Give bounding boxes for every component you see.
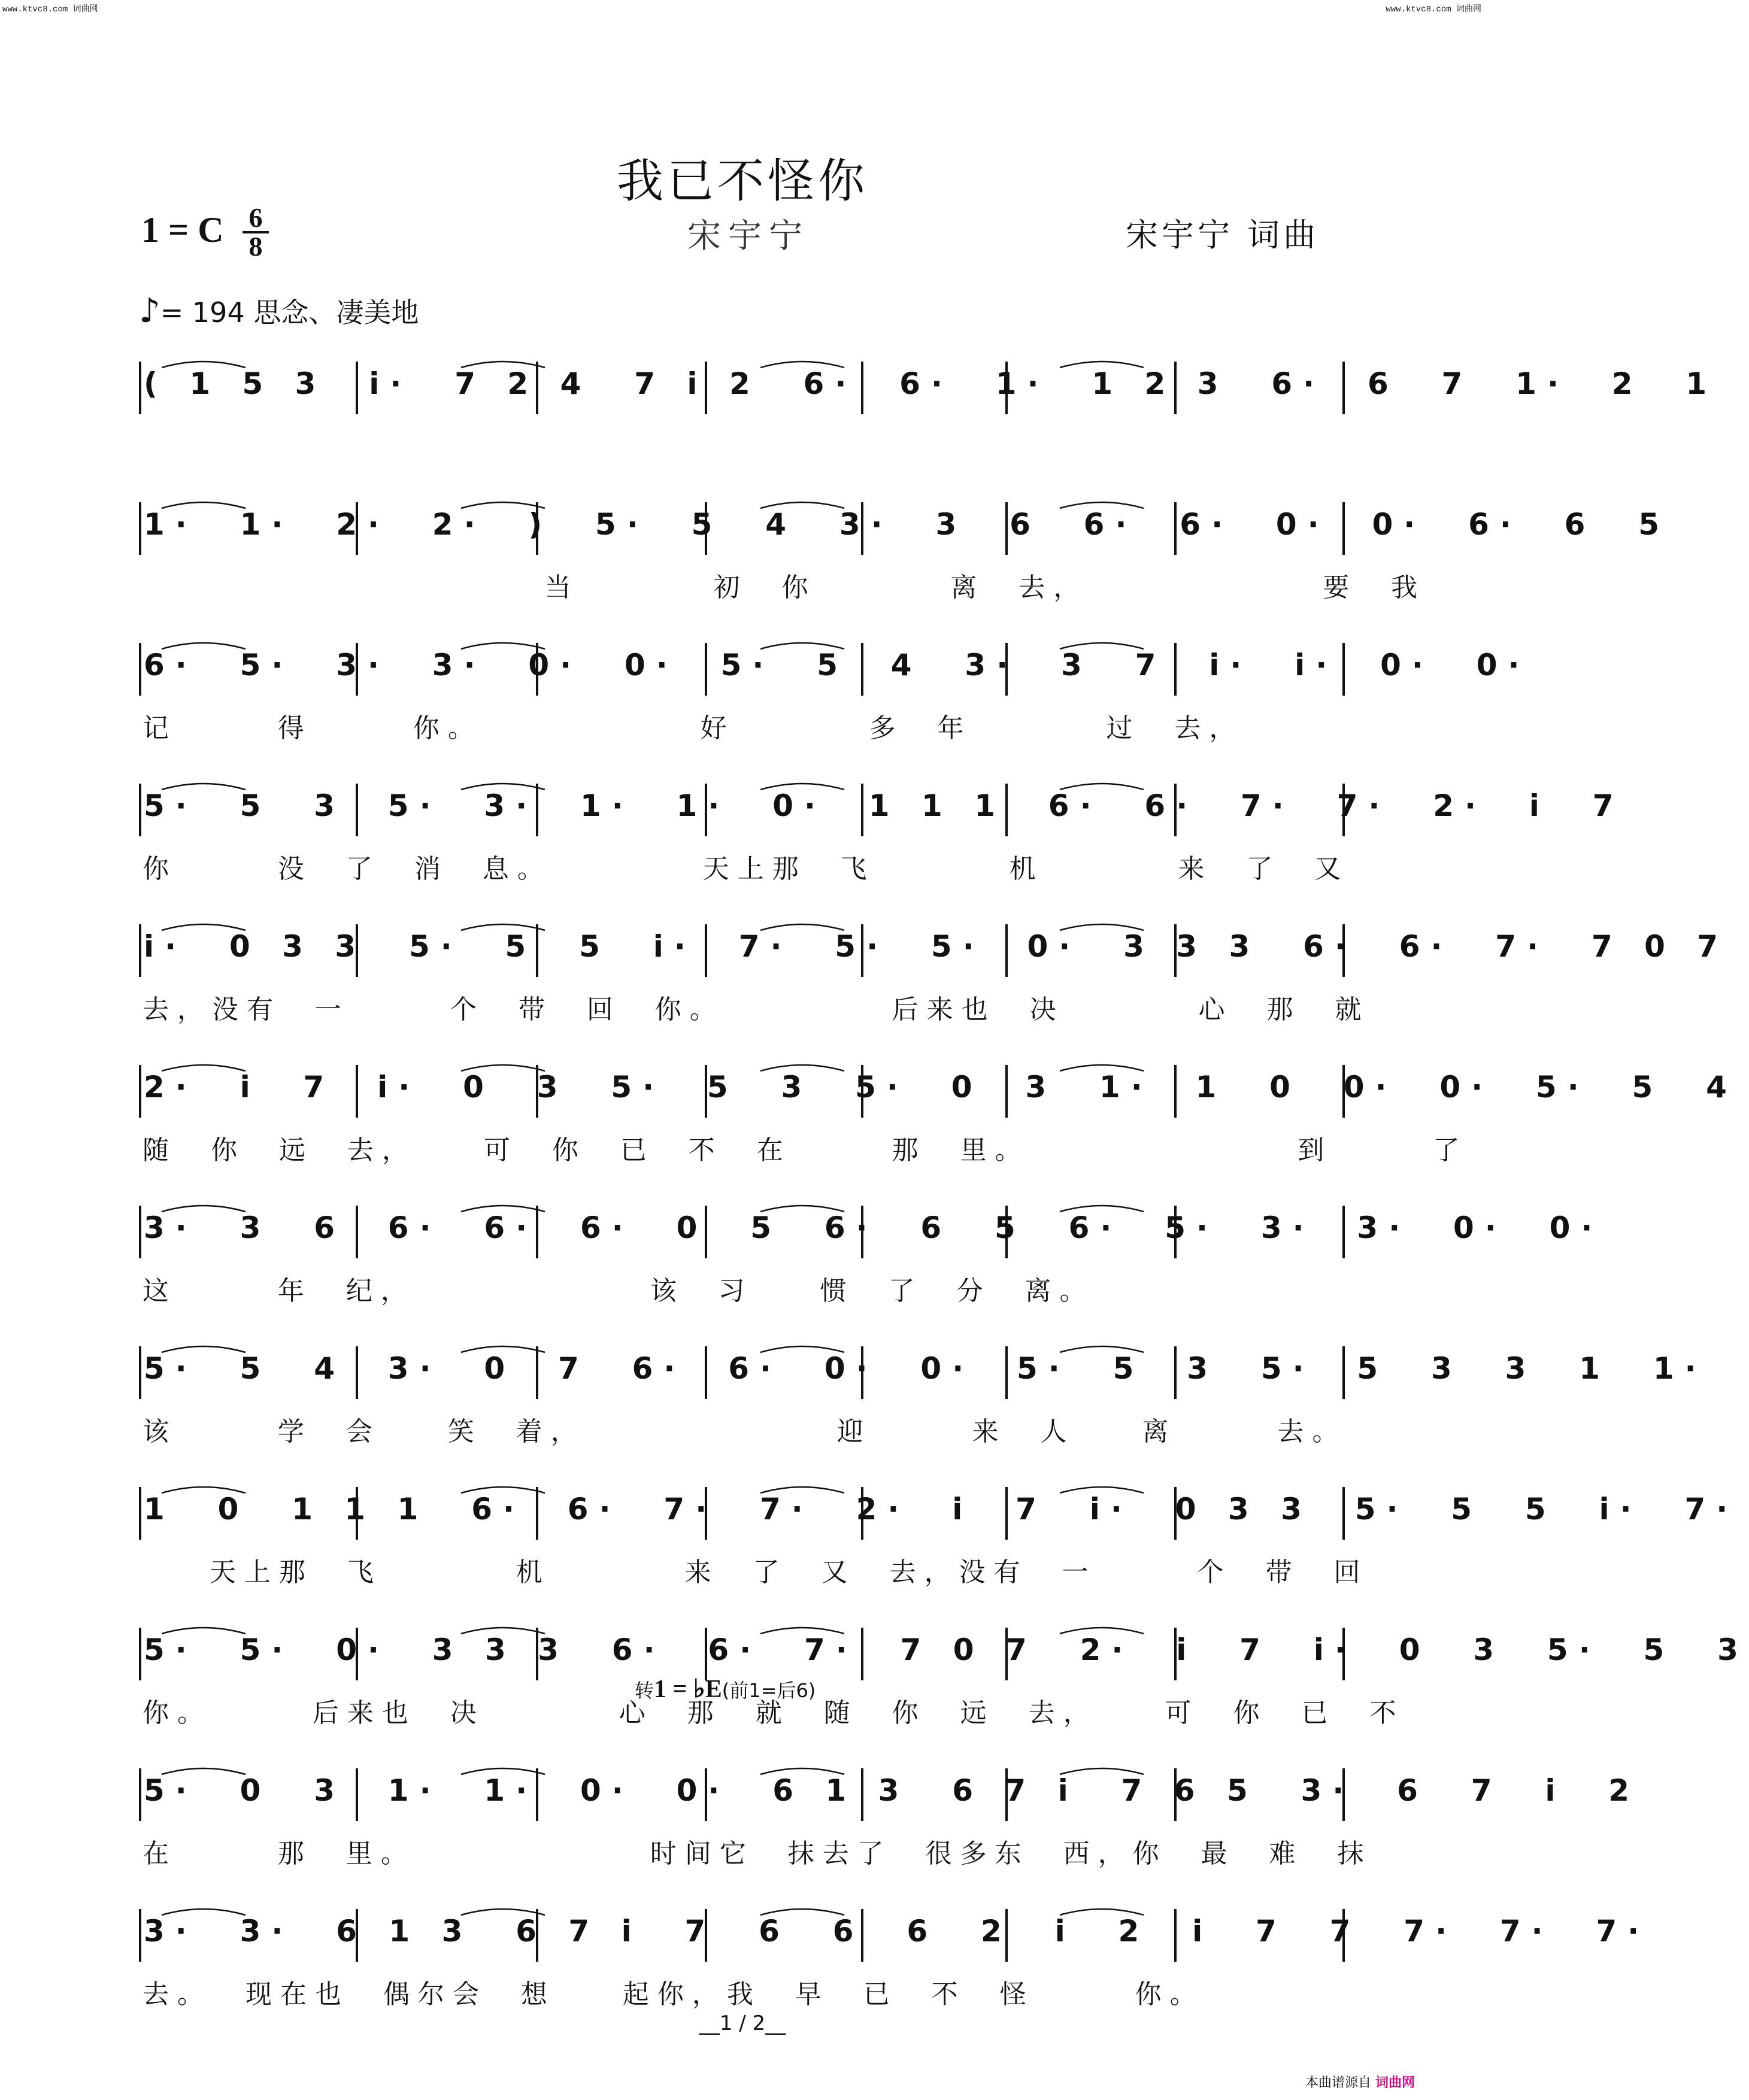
staff-row — [138, 922, 1729, 988]
tie-arc — [760, 362, 844, 368]
tie-arc — [760, 1628, 844, 1634]
modulation-mark — [635, 1674, 816, 1704]
time-numerator: 6 — [248, 202, 263, 233]
key-signature: 1 = C — [141, 210, 224, 250]
singer-name: 宋宇宁 — [687, 217, 810, 256]
tie-arc — [162, 1065, 245, 1071]
staff-row — [138, 359, 1718, 425]
tie-arc — [461, 784, 545, 790]
eighth-note-icon: ♪ — [139, 292, 160, 330]
tempo-marking — [139, 291, 419, 330]
tie-arc — [1060, 643, 1144, 649]
bar-lines — [138, 359, 1347, 395]
tie-arc — [162, 1768, 245, 1774]
watermark-right: www.ktvc8.com 词曲网 — [1386, 5, 1481, 14]
tie-arc — [461, 1487, 545, 1493]
tie-arc — [461, 1346, 545, 1352]
tie-arc — [760, 784, 844, 790]
staff-row — [138, 1063, 1738, 1128]
tie-arc — [461, 924, 545, 930]
modulation-note: (前1=后6) — [722, 1679, 816, 1702]
page-number: __1 / 2__ — [699, 2011, 786, 2035]
tie-arc — [760, 502, 844, 508]
staff-row — [138, 1485, 1739, 1550]
tie-arc — [162, 502, 245, 508]
tie-arc — [461, 1628, 545, 1634]
staff-row — [138, 1907, 1650, 1972]
bar-lines — [138, 1063, 1347, 1098]
tie-arc — [162, 1628, 245, 1634]
note-line: 2· i 7 i· 0 3 5· 5 3 5· 0 3 1· 1 0 0· 0· 5· 5 4 — [144, 1070, 1738, 1104]
bar-lines — [138, 1625, 1347, 1661]
site-logo: 词曲网 — [1375, 2075, 1415, 2090]
bar-lines — [138, 500, 1347, 536]
bar-lines — [138, 641, 1347, 676]
tie-arc — [1060, 1909, 1144, 1915]
note-line: 5· 5 3 5· 3· 1· 1· 0· 1 1 1 6· 6· 7· 7· 2· i 7 — [144, 788, 1624, 823]
lyric-line: 随 你 远 去， 可 你 已 不 在 那 里。 到 了 — [143, 1135, 1468, 1166]
tie-arc — [162, 1487, 245, 1493]
tie-arc — [760, 1487, 844, 1493]
tie-arc — [461, 362, 545, 368]
tie-arc — [162, 1909, 245, 1915]
tie-arc — [1060, 1487, 1144, 1493]
lyric-line: 天上那 飞 机 来 了 又 去，没有 一 个 带 回 — [143, 1557, 1369, 1588]
note-line: 5· 0 3 1· 1· 0· 0· 6 1 3 6 7 i 7 6 5 3· 6 7 i 2 — [144, 1773, 1641, 1808]
watermark-left: www.ktvc8.com 词曲网 — [2, 5, 98, 14]
staff-row — [138, 781, 1624, 847]
note-line: i· 0 3 3 5· 5 5 i· 7· 5· 5· 0· 3 3 3 6· 6· 7· 7 0 7 — [144, 929, 1729, 964]
tie-arc — [760, 924, 844, 930]
bar-lines — [138, 781, 1347, 817]
tie-arc — [1060, 1065, 1144, 1071]
tie-arc — [162, 1346, 245, 1352]
source-footer — [1305, 2072, 1415, 2091]
staff-row — [138, 1344, 1707, 1410]
modulation-prefix: 转 — [635, 1679, 654, 1702]
tempo-text: = 194 思念、凄美地 — [160, 296, 419, 329]
staff-row — [138, 1766, 1641, 1832]
tie-arc — [162, 1206, 245, 1212]
bar-lines — [138, 922, 1347, 958]
tie-arc — [461, 1768, 545, 1774]
lyric-line: 你 没 了 消 息。 天上那 飞 机 来 了 又 — [143, 854, 1350, 884]
tie-arc — [1060, 1628, 1144, 1634]
tie-arc — [760, 643, 844, 649]
bar-lines — [138, 1203, 1347, 1239]
tie-arc — [1060, 784, 1144, 790]
tie-arc — [1060, 1206, 1144, 1212]
tie-arc — [760, 1065, 844, 1071]
tie-arc — [1060, 502, 1144, 508]
bar-lines — [138, 1907, 1347, 1943]
staff-row — [138, 1203, 1603, 1269]
tie-arc — [760, 1909, 844, 1915]
note-line: 1 0 1 1 1 6· 6· 7· 7· 2· i 7 i· 0 3 3 5· 5 5 i· 7· — [144, 1492, 1739, 1527]
note-line: 5· 5· 0· 3 3 3 6· 6· 7· 7 0 7 2· i 7 i· 0 3 5· 5 3 — [144, 1632, 1749, 1667]
time-signature — [243, 202, 269, 262]
time-denominator: 8 — [248, 231, 263, 262]
tie-arc — [461, 502, 545, 508]
footer-label: 本曲谱源自 — [1305, 2075, 1372, 2090]
tie-arc — [760, 1768, 844, 1774]
bar-lines — [138, 1344, 1347, 1380]
bar-lines — [138, 1485, 1347, 1521]
bar-lines — [138, 1766, 1347, 1802]
tie-arc — [461, 1065, 545, 1071]
lyric-line: 去。 现在也 偶尔会 想 起你，我 早 已 不 怪 你。 — [143, 1979, 1205, 2010]
tie-arc — [162, 784, 245, 790]
tie-arc — [1060, 1346, 1144, 1352]
tie-arc — [760, 1206, 844, 1212]
tie-arc — [1060, 362, 1144, 368]
tie-arc — [461, 1909, 545, 1915]
note-line: 1· 1· 2· 2· ) 5· 5 4 3· 3 6 6· 6· 0· 0· 6· 6 5 — [144, 507, 1671, 542]
lyric-line: 去，没有 一 个 带 回 你。 后来也 决 心 那 就 — [143, 994, 1370, 1025]
tie-arc — [1060, 1768, 1144, 1774]
note-line: 3· 3 6 6· 6· 6· 0 5 6· 6 5 6· 5· 3· 3· 0· 0· — [144, 1210, 1603, 1245]
tie-arc — [461, 1206, 545, 1212]
song-title: 我已不怪你 — [616, 154, 868, 208]
lyric-line: 当 初 你 离 去， 要 我 — [143, 572, 1426, 603]
lyric-line: 这 年 纪， 该 习 惯 了 分 离。 — [143, 1276, 1095, 1306]
tie-arc — [162, 643, 245, 649]
author-credit: 宋宇宁 词曲 — [1126, 216, 1320, 254]
page-number-text: 1 / 2 — [719, 2011, 766, 2035]
tie-arc — [760, 1346, 844, 1352]
modulation-key: 1 = ♭E — [654, 1676, 722, 1703]
note-line: 5· 5 4 3· 0 7 6· 6· 0· 0· 5· 5 3 5· 5 3 3 1 1· — [144, 1351, 1707, 1386]
lyric-line: 该 学 会 笑 着， 迎 来 人 离 去。 — [143, 1416, 1347, 1447]
lyric-line: 记 得 你。 好 多 年 过 去， — [143, 713, 1244, 744]
tie-arc — [162, 924, 245, 930]
staff-row — [138, 500, 1671, 566]
tie-arc — [162, 362, 245, 368]
staff-row — [138, 641, 1530, 706]
note-line: 3· 3· 6 1 3 6 7 i 7 6 6 6 2 i 2 i 7 7 7· 7· 7· — [144, 1914, 1650, 1949]
note-line: ( 1 5 3 i· 7 2 4 7 i 2 6· 6· 1· 1 2 3 6· 6 7 1· 2 1 — [144, 366, 1718, 401]
tie-arc — [461, 643, 545, 649]
lyric-line: 在 那 里。 时间它 抹去了 很多东 西，你 最 难 抹 — [143, 1838, 1372, 1869]
lyric-line: 你。 后来也 决 心 那 就 随 你 远 去， 可 你 已 不 — [143, 1698, 1405, 1728]
tie-arc — [1060, 924, 1144, 930]
note-line: 6· 5· 3· 3· 0· 0· 5· 5 4 3· 3 7 i· i· 0· 0· — [144, 648, 1530, 682]
